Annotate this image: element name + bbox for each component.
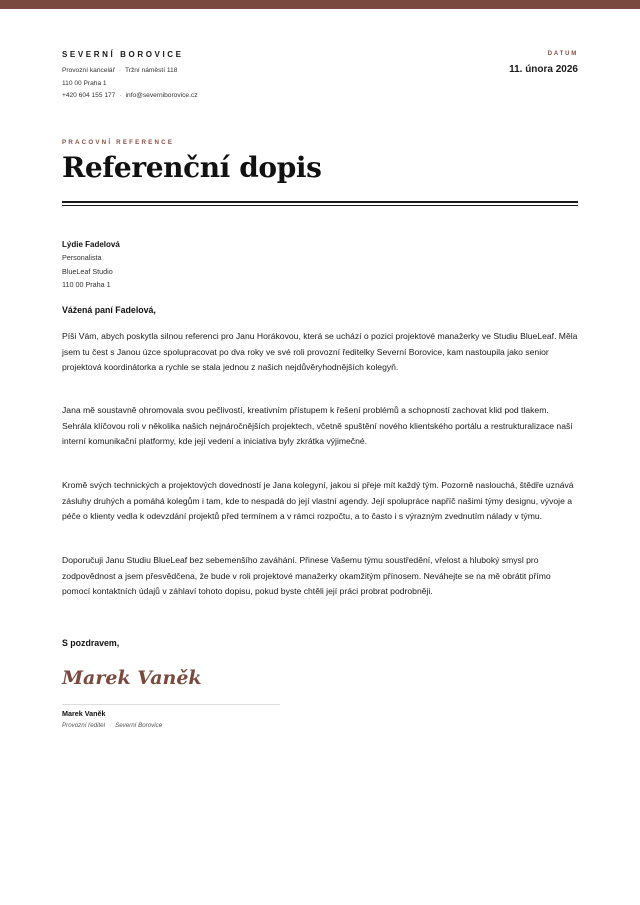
handwritten-signature: Marek Vaněk (62, 667, 202, 689)
title-divider-thin (62, 205, 578, 206)
recipient-block (62, 238, 120, 292)
company-email: info@severniborovice.cz (125, 92, 198, 99)
separator-dot: · (119, 92, 122, 99)
letter-paragraph: Jana mě soustavně ohromovala svou pečlivostí, kreativním přístupem k řešení problémů a schopností zachovat klid pod tlakem. Sehrála klíčovou roli v několika našich nejnáročnějších projektech, včetně spuštění nového klientského portálu a restrukturalizace naší interní komunikační platformy, kde její vedení a iniciativa byly zkrátka výjimečné. (62, 405, 573, 447)
top-accent-bar (0, 0, 640, 9)
office-label: Provozní kancelář (62, 67, 115, 74)
letter-paragraph: Píši Vám, abych poskytla silnou referenci pro Janu Horákovou, která se uchází o pozici projektové manažerky ve Studiu BlueLeaf. Měla jsem tu čest s Janou úzce spolupracovat po dva roky ve své roli provozní ředitelky Severní Borovice, kam nastoupila jako senior projektová koordinátorka a rychle se stala jednou z našich nejdůvěryhodnějších kolegyň. (62, 331, 578, 373)
company-city: 110 00 Praha 1 (62, 80, 107, 87)
company-street: Tržní náměstí 118 (124, 67, 178, 74)
signature-line (62, 704, 280, 705)
title-divider-thick (62, 201, 578, 203)
recipient-role: Personalista (62, 253, 102, 262)
separator-dot: · (109, 722, 112, 729)
letter-paragraph: Doporučuji Janu Studiu BlueLeaf bez sebemenšího zaváhání. Přinese Vašemu týmu soustředění, vřelost a hluboký smysl pro zodpovědnost a jsem přesvědčena, že bude v roli projektové manažerky okamžitým přínosem. Neváhejte se na mě obrátit přímo pomocí kontaktních údajů v záhlaví tohoto dopisu, pokud byste chtěli její práci probrat podrobněji. (62, 555, 551, 597)
company-address (62, 67, 177, 74)
letter-paragraph: Kromě svých technických a projektových dovedností je Jana kolegyní, jakou si přeje mít každý tým. Pozorně naslouchá, štědře uznává zásluhy druhých a pomáhá kolegům i tam, kde to nespadá do její vlastní agendy. Její spolupráce napříč našimi týmy designu, vývoje a péče o klienty vedla k odevzdání projektů před termínem a v rámci rozpočtu, a to často i s výrazným zvednutím nálady v týmu. (62, 480, 574, 522)
signer-name: Marek Vaněk (62, 709, 106, 718)
company-contact (62, 92, 198, 99)
recipient-name: Lýdie Fadelová (62, 240, 120, 249)
signer-title (62, 722, 162, 729)
signer-company: Severní Borovice (115, 722, 163, 729)
recipient-company: BlueLeaf Studio (62, 266, 113, 276)
document-title: Referenční dopis (62, 151, 322, 184)
salutation: Vážená paní Fadelová, (62, 305, 156, 315)
date-value: 11. února 2026 (509, 64, 578, 75)
closing: S pozdravem, (62, 638, 120, 648)
company-name: SEVERNÍ BOROVICE (62, 50, 184, 59)
company-phone: +420 604 155 177 (62, 92, 116, 99)
document-kicker: PRACOVNÍ REFERENCE (62, 139, 175, 146)
date-label: DATUM (547, 51, 578, 57)
recipient-city: 110 00 Praha 1 (62, 280, 111, 289)
signer-role: Provozní ředitel (62, 722, 105, 729)
separator-dot: · (118, 67, 121, 74)
